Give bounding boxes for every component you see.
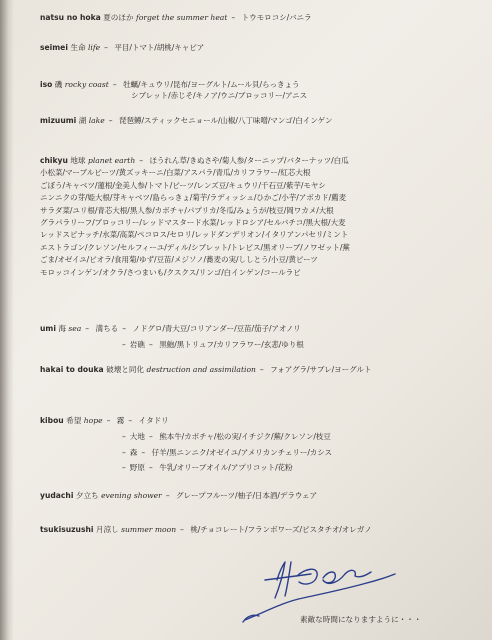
course-iso: iso 磯 rocky coast – 牡蠣/キュウリ/昆布/ヨーグルト/ムール貝/らっきょう [40,80,300,89]
course-en: life [87,43,101,52]
course-en: evening shower [101,491,162,500]
course-items: グレープフルーツ/柚子/日本酒/デラウェア [176,491,318,500]
course-items: ごま/オゼイユ/ビオラ/食用菊/ゆず/豆苗/メジソノ/蕎麦の実/ししとう/小豆/黄ビーツ [40,255,318,264]
course-jp: 海 [58,324,66,333]
course-chikyu: chikyu 地球 planet earth – ほうれん草/きぬさや/菊人参/ターニップ/バターナッツ/白瓜 [40,156,349,165]
course-jp: 夕立ち [75,491,99,500]
sub-course: 野原 [129,463,145,472]
course-jp: 湖 [78,116,87,125]
course-items: 平目/トマト/胡桃/キャビア [114,43,205,52]
course-jp: 月涼し [95,525,119,534]
course-romaji: umi [40,324,56,333]
course-items: 牡蠣/キュウリ/昆布/ヨーグルト/ムール貝/らっきょう [123,80,300,89]
course-umi-sub: – 岩礁 – 黒鮑/黒トリュフ/カリフラワー/玄悲/ゆり根 [122,340,304,349]
course-items: 牛乳/オリーブオイル/アプリコット/花粉 [159,463,293,472]
course-natsu: natsu no hoka 夏のほか forget the summer heat – トウモロコシ/バニラ [40,13,312,22]
course-items: 黒鮑/黒トリュフ/カリフラワー/玄悲/ゆり根 [159,340,304,349]
course-en: summer moon [121,525,177,534]
course-en: lake [88,116,105,125]
course-items: レッドスピナッチ/水菜/高菜/ペコロス/セロリ/レッドダンデリオン/イタリアンパセリ/ミント [40,230,349,239]
course-romaji: natsu no hoka [40,13,101,22]
course-romaji: chikyu [40,156,68,165]
course-jp: 磯 [54,80,63,89]
closing-message: 素敵な時間になりますように・・・ [300,615,422,624]
course-items: シブレット/赤じそ/キノア/ウニ/ブロッコリー/アニス [131,91,308,100]
course-chikyu-line [40,192,480,203]
sub-course: 満ちる [95,324,119,333]
course-items: 琵琶鱒/スティックセニョール/山椒/八丁味噌/マンゴ/白インゲン [118,116,333,125]
course-mizuumi: mizuumi 湖 lake – 琵琶鱒/スティックセニョール/山椒/八丁味噌/マンゴ/白インゲン [40,116,333,125]
course-chikyu-line [40,180,480,191]
course-items: サラダ菜/ユリ根/青芯大根/黒人参/カボチャ/パプリカ/冬瓜/みょうが/枝豆/岡ワカメ/大根 [40,206,334,215]
page-shadow [0,0,14,640]
course-items: ごぼう/キャベツ/蓮根/金美人参/トマト/ビーツ/レンズ豆/キュウリ/千石豆/紫芋/モヤシ [40,181,326,190]
course-items: モロッコインゲン/オクラ/さつまいも/クスクス/リンゴ/白インゲン/コールラビ [40,268,301,277]
course-chikyu-line [40,205,480,216]
course-en: rocky coast [64,80,109,89]
course-items: フォアグラ/サブレ/ヨーグルト [270,365,372,374]
sub-course: 大地 [129,432,145,441]
course-chikyu-line [40,167,480,178]
course-jp: 夏のほか [103,13,134,22]
course-items: 小松菜/マーブルビーツ/黄ズッキーニ/白菜/アスパラ/青瓜/カリフラワー/紅芯大根 [40,168,311,177]
course-chikyu-line [40,242,480,253]
course-items: 桃/チョコレート/フランボワーズ/ピスタチオ/オレガノ [190,525,372,534]
course-kibou: kibou 希望 hope – 霧 – イタドリ [40,416,169,425]
course-romaji: seimei [40,43,68,52]
course-items: イタドリ [138,416,169,425]
course-romaji: tsukisuzushi [40,525,94,534]
course-chikyu-line [40,267,480,278]
course-items: ほうれん草/きぬさや/菊人参/ターニップ/バターナッツ/白瓜 [149,156,349,165]
course-seimei: seimei 生命 life – 平目/トマト/胡桃/キャビア [40,43,205,52]
course-tsukisuzushi: tsukisuzushi 月涼し summer moon – 桃/チョコレート/フランボワーズ/ピスタチオ/オレガノ [40,525,372,534]
course-items: トウモロコシ/バニラ [241,13,312,22]
course-items: 熊本牛/カボチャ/松の実/イチジク/蕪/クレソン/枝豆 [159,432,331,441]
course-chikyu-line [40,229,480,240]
course-romaji: kibou [40,416,64,425]
sub-course: 霧 [116,416,125,425]
course-jp: 生命 [70,43,86,52]
course-hakai: hakai to douka 破壊と同化 destruction and assimilation – フォアグラ/サブレ/ヨーグルト [40,365,372,374]
course-en: planet earth [87,156,136,165]
course-jp: 希望 [66,416,82,425]
course-items: 仔羊/黒ニンニク/オゼイユ/アメリカンチェリー/カシス [151,448,333,457]
course-romaji: iso [40,80,53,89]
sub-course: 森 [129,448,138,457]
course-umi: umi 海 sea – 満ちる – ノドグロ/青大豆/コリアンダー/豆苗/茄子/アオノリ [40,324,301,333]
course-yudachi: yudachi 夕立ち evening shower – グレープフルーツ/柚子/日本酒/デラウェア [40,491,318,500]
course-items: エストラゴン/クレソン/セルフィーユ/ディル/シブレット/トレビス/黒オリーブ/ノワゼット/蕪 [40,243,350,252]
course-en: forget the summer heat [136,13,228,22]
course-en: sea [68,324,82,333]
course-en: destruction and assimilation [146,365,256,374]
course-chikyu-line [40,254,480,265]
course-kibou-sub: – 森 – 仔羊/黒ニンニク/オゼイユ/アメリカンチェリー/カシス [122,448,333,457]
course-jp: 破壊と同化 [106,365,145,374]
course-en: hope [83,416,103,425]
course-iso-cont [131,90,481,101]
course-chikyu-line [40,217,480,228]
course-kibou-sub: – 大地 – 熊本牛/カボチャ/松の実/イチジク/蕪/クレソン/枝豆 [122,432,331,441]
course-items: グラパラリーフ/ブロッコリー/レッドマスタード水菜/レッドロシア/セルバチコ/黒大根/大麦 [40,218,346,227]
course-kibou-sub: – 野原 – 牛乳/オリーブオイル/アプリコット/花粉 [122,463,293,472]
course-items: ノドグロ/青大豆/コリアンダー/豆苗/茄子/アオノリ [132,324,301,333]
course-jp: 地球 [70,156,86,165]
course-items: ニンニクの芽/姫大根/芽キャベツ/島らっきょ/菊芋/ラディッシュ/ひかご/小芋/アボカド/薦麦 [40,193,347,202]
sub-course: 岩礁 [129,340,145,349]
course-romaji: yudachi [40,491,74,500]
course-romaji: mizuumi [40,116,77,125]
course-romaji: hakai to douka [40,365,104,374]
